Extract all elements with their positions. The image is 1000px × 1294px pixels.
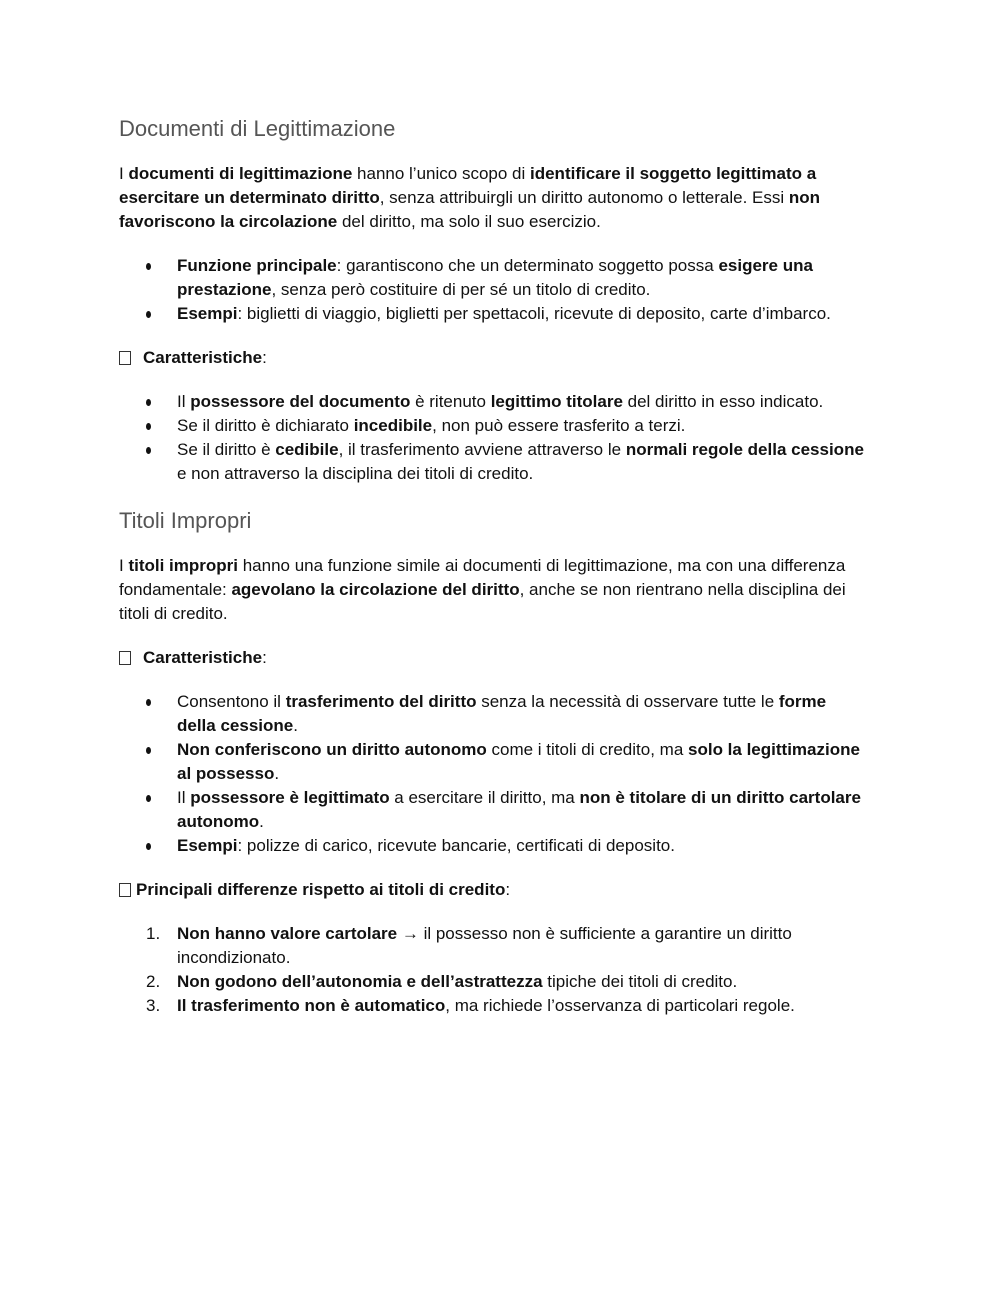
bold-text: esigere una prestazione: [177, 256, 813, 299]
bold-text: Non hanno valore cartolare: [177, 924, 398, 943]
list-number: 1.: [146, 924, 161, 943]
bold-text: forme della cessione: [177, 692, 827, 735]
list-item: Non conferiscono un diritto autonomo come i titoli di credito, ma solo la legittimazione al possesso.: [177, 738, 864, 786]
checkbox-glyph-icon: [119, 651, 131, 665]
bold-text: incedibile: [353, 416, 433, 435]
list-item: Consentono il trasferimento del diritto senza la necessità di osservare tutte le forme della cessione.: [177, 690, 864, 738]
list-item: Se il diritto è dichiarato incedibile, non può essere trasferito a terzi.: [177, 414, 864, 438]
bold-text: Esempi: [177, 304, 238, 323]
subheading-caratteristiche-2: Caratteristiche:: [119, 646, 864, 670]
bold-text: Il trasferimento non è automatico: [177, 996, 446, 1015]
list-item: 3. Il trasferimento non è automatico, ma richiede l’osservanza di particolari regole.: [177, 994, 864, 1018]
intro-titoli-impropri: I titoli impropri hanno una funzione simile ai documenti di legittimazione, ma con una differenza fondamentale: agevolano la circolazione del diritto, anche se non rientrano nella disciplina dei titoli di credito.: [119, 556, 846, 623]
bold-text: non favoriscono la circolazione: [119, 188, 821, 231]
bold-text: Non godono dell’autonomia e dell’astrattezza: [177, 972, 543, 991]
bold-text: legittimo titolare: [490, 392, 623, 411]
bold-text: solo la legittimazione al possesso: [177, 740, 860, 783]
bold-text: possessore è legittimato: [190, 788, 390, 807]
list-item: 2. Non godono dell’autonomia e dell’astrattezza tipiche dei titoli di credito.: [177, 970, 864, 994]
bold-text: non è titolare di un diritto cartolare autonomo: [177, 788, 861, 831]
features-list-titoli-impropri: [119, 690, 864, 858]
list-number: 2.: [146, 972, 161, 991]
bold-text: normali regole della cessione: [625, 440, 864, 459]
list-item: Il possessore del documento è ritenuto legittimo titolare del diritto in esso indicato.: [177, 390, 864, 414]
checkbox-glyph-icon: [119, 351, 131, 365]
subheading-differenze: Principali differenze rispetto ai titoli di credito:: [119, 878, 864, 902]
list-number: 3.: [146, 996, 161, 1015]
list-item: Esempi: polizze di carico, ricevute bancarie, certificati di deposito.: [177, 834, 864, 858]
bold-text: documenti di legittimazione: [128, 164, 353, 183]
features-list-documenti: [119, 390, 864, 486]
list-item: Il possessore è legittimato a esercitare il diritto, ma non è titolare di un diritto cartolare autonomo.: [177, 786, 864, 834]
document-page: [119, 114, 864, 1038]
bold-text: Funzione principale: [177, 256, 337, 275]
bold-text: cedibile: [275, 440, 339, 459]
section-title-documenti: Documenti di Legittimazione: [119, 116, 396, 141]
bullet-list-documenti: [119, 254, 864, 326]
subheading-caratteristiche-1: Caratteristiche:: [119, 346, 864, 370]
bold-text: agevolano la circolazione del diritto: [231, 580, 520, 599]
list-item: 1. Non hanno valore cartolare → il possesso non è sufficiente a garantire un diritto incondizionato.: [146, 924, 792, 967]
bold-text: Non conferiscono un diritto autonomo: [177, 740, 487, 759]
section-title-titoli-impropri: Titoli Impropri: [119, 508, 252, 533]
list-item: Funzione principale: garantiscono che un determinato soggetto possa esigere una prestazione, senza però costituire di per sé un titolo di credito.: [177, 254, 864, 302]
bold-text: possessore del documento: [190, 392, 411, 411]
bold-text: titoli impropri: [128, 556, 238, 575]
bold-text: identificare il soggetto legittimato a esercitare un determinato diritto: [119, 164, 817, 207]
list-item: Esempi: biglietti di viaggio, biglietti per spettacoli, ricevute di deposito, carte d’imbarco.: [177, 302, 864, 326]
bold-text: Esempi: [177, 836, 238, 855]
list-item: Se il diritto è cedibile, il trasferimento avviene attraverso le normali regole della cessione e non attraverso la disciplina dei titoli di credito.: [177, 438, 864, 486]
bold-text: trasferimento del diritto: [285, 692, 477, 711]
differences-list: [119, 922, 864, 1018]
checkbox-glyph-icon: [119, 883, 131, 897]
intro-documenti: I documenti di legittimazione hanno l’unico scopo di identificare il soggetto legittimato a esercitare un determinato diritto, senza attribuirgli un diritto autonomo o letterale. Essi non favoriscono la circolazione del diritto, ma solo il suo esercizio.: [119, 164, 821, 231]
